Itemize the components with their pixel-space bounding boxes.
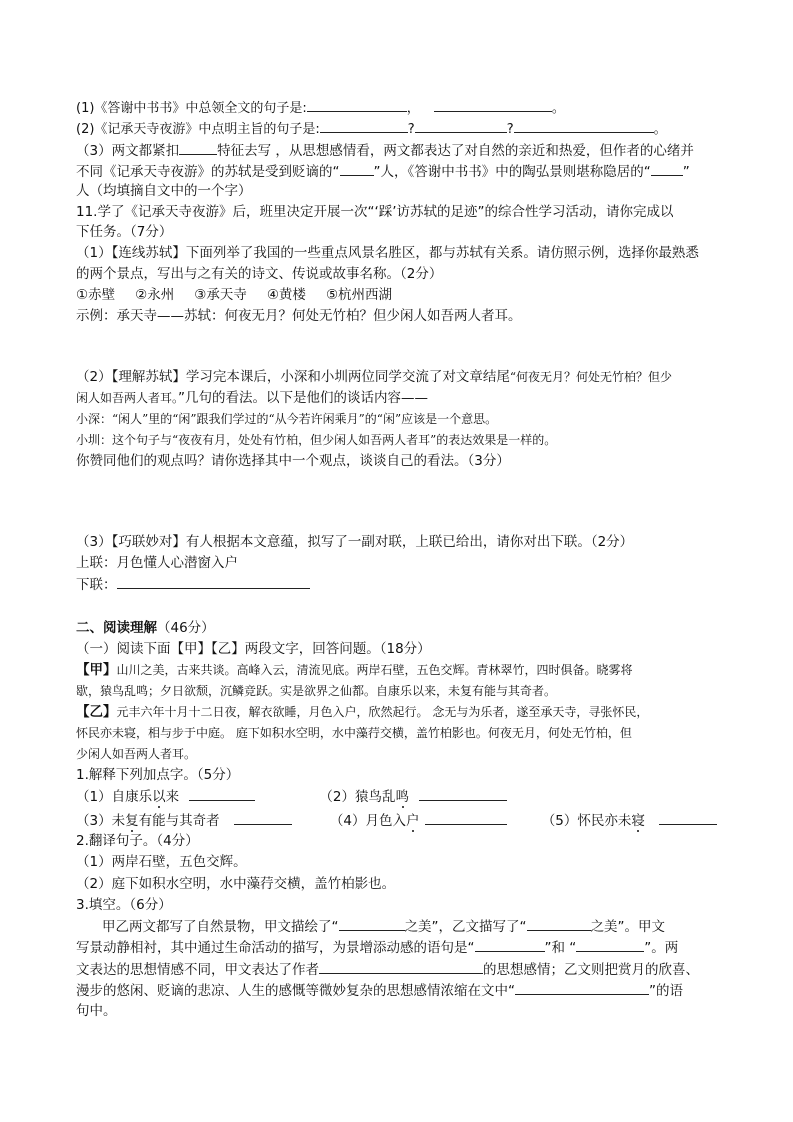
passage-yi-line-2: 怀民亦未寝，相与步于中庭。 庭下如积水空明，水中藻荇交横，盖竹柏影也。何夜无月，何处无竹柏，但	[76, 726, 632, 740]
q11-part1-line-1: （1）【连线苏轼】下面列举了我国的一些重点风景名胜区，都与苏轼有关系。请仿照示例，选择你最熟悉	[76, 245, 699, 261]
q10-item-3-line-2: 不同《记承天寺夜游》的苏轼是受到贬谪的“ ”人，《答谢中书书》中的陶弘景则堪称隐居的“ ”	[76, 161, 690, 182]
fill-line-4: 漫步的悠闲、贬谪的悲凉、人生的感慨等微妙复杂的思想感情浓缩在文中“ ”的语	[76, 980, 683, 1001]
answer-blank[interactable]	[179, 140, 217, 155]
word-explain-row-2: （3）未复有能与其奇者 （4）月色入户 （5）怀民亦未寝	[76, 810, 717, 831]
answer-blank[interactable]	[234, 810, 292, 825]
q11-stem-line-2: 下任务。（7分）	[76, 224, 173, 240]
fill-line-2: 写景动静相衬，其中通过生命活动的描写，为景增添动感的语句是“ ”和 “ ”。两	[76, 937, 678, 958]
scenic-spot: ②永州	[135, 287, 175, 303]
translate-1: （1）两岸石壁，五色交辉。	[76, 854, 247, 870]
fill-line-1: 甲乙两文都写了自然景物，甲文描绘了“ 之美”，乙文描写了“ 之美”。甲文	[102, 916, 665, 937]
fill-line-3: 文表达的思想情感不同，甲文表达了作者 的思想感情；乙文则把赏月的欣喜、	[76, 959, 699, 980]
q10-item-3-line-1: （3）两文都紧扣 特征去写 ，从思想感情看，两文都表达了对自然的亲近和热爱，但作者的心绪并	[76, 140, 694, 161]
scenic-spot: ①赤壁	[76, 287, 116, 303]
answer-blank[interactable]	[339, 916, 405, 931]
dotted-word: 户	[405, 813, 420, 829]
answer-blank[interactable]	[319, 959, 483, 974]
word-explain-row-1: （1）自康乐以来 （2）猿鸟乱鸣	[76, 786, 507, 807]
answer-blank[interactable]	[117, 574, 310, 589]
dotted-word: 以	[152, 789, 166, 805]
scenic-spot: ⑤杭州西湖	[325, 287, 393, 303]
dotted-word: 鸣	[395, 789, 409, 805]
answer-blank[interactable]	[425, 810, 507, 825]
q11-part3: （3）【巧联妙对】有人根据本文意蕴，拟写了一副对联，上联已给出，请你对出下联。（2分）	[76, 534, 634, 550]
answer-blank[interactable]	[527, 916, 591, 931]
q11-part1-line-2: 的两个景点，写出与之有关的诗文、传说或故事名称。（2分）	[76, 266, 443, 282]
translate-2: （2）庭下如积水空明，水中藻荇交横，盖竹柏影也。	[76, 876, 396, 892]
example-line: 示例：承天寺——苏轼：何夜无月？何处无竹柏？但少闲人如吾两人者耳。	[76, 308, 522, 324]
answer-blank[interactable]	[307, 97, 407, 112]
answer-blank[interactable]	[340, 161, 374, 176]
group-1-heading: （一）阅读下面【甲】【乙】两段文字，回答问题。（18分）	[76, 641, 431, 657]
scenic-spot: ④黄楼	[266, 287, 306, 303]
question-2: 2.翻译句子。（4分）	[76, 833, 199, 849]
passage-yi-line-1: 【乙】元丰六年十月十二日夜，解衣欲睡，月色入户，欣然起行。 念无与为乐者，遂至承天寺，寻张怀民，	[76, 704, 649, 720]
passage-jia-line-2: 歇，猿鸟乱鸣；夕日欲颓，沉鳞竞跃。实是欲界之仙都。自康乐以来，未复有能与其奇者。	[76, 684, 557, 698]
question-3: 3.填空。（6分）	[76, 897, 172, 913]
answer-blank[interactable]	[434, 97, 552, 112]
dotted-word: 复	[125, 813, 139, 829]
q11-stem-line-1: 11.学了《记承天寺夜游》后，班里决定开展一次“‘踩’访苏轼的足迹”的综合性学习活动，请你完成以	[76, 204, 674, 220]
fill-line-5: 句中。	[76, 1003, 117, 1019]
answer-blank[interactable]	[659, 810, 717, 825]
answer-blank[interactable]	[419, 786, 507, 801]
passage-yi-line-3: 少闲人如吾两人者耳。	[76, 747, 197, 761]
q10-item-2: (2)《记承天寺夜游》中点明主旨的句子是: ? ? 。	[76, 118, 667, 140]
q11-part2-question: 你赞同他们的观点吗？请你选择其中一个观点，谈谈自己的看法。（3分）	[76, 453, 510, 469]
xiaoshen-comment: 小深：“闲人”里的“闲”跟我们学过的“从今若许闲乘月”的“闲”应该是一个意思。	[76, 412, 498, 426]
section-title: 二、阅读理解（46分）	[76, 620, 215, 636]
answer-blank[interactable]	[651, 161, 683, 176]
passage-jia-line-1: 【甲】山川之美，古来共谈。高峰入云，清流见底。两岸石壁，五色交辉。青林翠竹，四时俱备。晓雾将	[76, 662, 633, 678]
answer-blank[interactable]	[514, 118, 654, 133]
answer-blank[interactable]	[320, 118, 408, 133]
answer-blank[interactable]	[475, 937, 545, 952]
couplet-lower: 下联：	[76, 574, 310, 595]
couplet-upper: 上联：月色懂人心潜窗入户	[76, 555, 238, 571]
answer-blank[interactable]	[189, 786, 255, 801]
q11-part2-line-2: 闲人如吾两人者耳。”几句的看法。以下是他们的谈话内容——	[76, 390, 429, 406]
answer-blank[interactable]	[576, 937, 644, 952]
xiaozhen-comment: 小圳：这个句子与“夜夜有月，处处有竹柏，但少闲人如吾两人者耳”的表达效果是一样的。	[76, 433, 557, 447]
q10-item-1: (1)《答谢中书书》中总领全文的句子是: ， 。	[76, 97, 565, 119]
answer-blank[interactable]	[415, 118, 507, 133]
scenic-spot: ③承天寺	[194, 287, 247, 303]
q11-part2-line-1: （2）【理解苏轼】学习完本课后，小深和小圳两位同学交流了对文章结尾“何夜无月？何处无竹柏？但少	[76, 369, 672, 385]
scenic-spots-list	[76, 285, 392, 305]
q10-item-3-line-3: 人（均填摘自文中的一个字）	[76, 183, 252, 199]
answer-blank[interactable]	[515, 980, 649, 995]
question-1: 1.解释下列加点字。（5分）	[76, 767, 240, 783]
dotted-word: 寝	[631, 813, 645, 829]
